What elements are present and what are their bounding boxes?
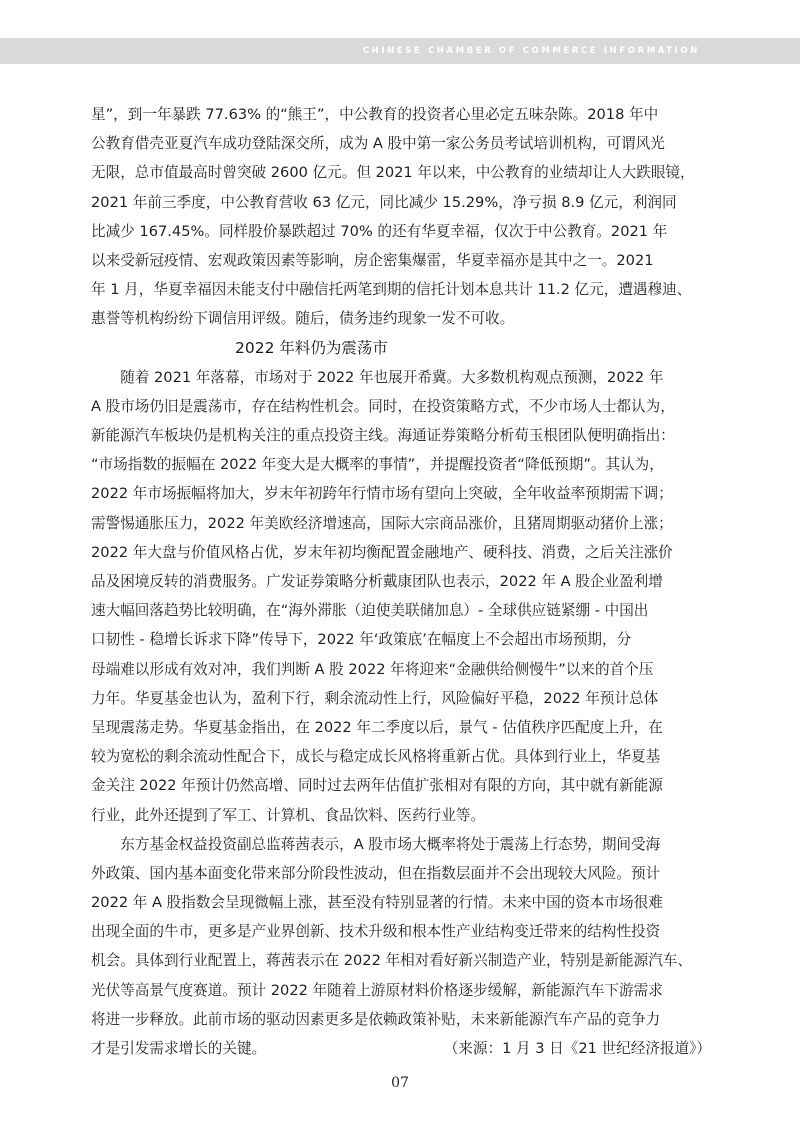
paragraph-line: 金关注 2022 年预计仍然高增、同时过去两年估值扩张相对有限的方向，其中就有新能源 <box>91 777 663 795</box>
paragraph-line: 行业，此外还提到了军工、计算机、食品饮料、医药行业等。 <box>91 806 486 824</box>
paragraph-line: 星”，到一年暴跌 77.63% 的“熊王”，中公教育的投资者心里必定五味杂陈。2018 年中 <box>91 106 659 123</box>
section-heading: 2022 年料仍为震荡市 <box>235 338 388 357</box>
paragraph-line: 以来受新冠疫情、宏观政策因素等影响，房企密集爆雷，华夏幸福亦是其中之一。2021 <box>91 251 654 269</box>
paragraph-line: 随着 2021 年落幕，市场对于 2022 年也展开希冀。大多数机构观点预测，2022 年 <box>91 368 664 386</box>
running-header: CHINESE CHAMBER OF COMMERCE INFORMATION <box>362 46 700 56</box>
paragraph-line: 无限，总市值最高时曾突破 2600 亿元。但 2021 年以来，中公教育的业绩却让人大跌眼镜， <box>91 164 695 182</box>
paragraph-line: 较为宽松的剩余流动性配合下，成长与稳定成长风格将重新占优。具体到行业上，华夏基 <box>91 748 661 766</box>
paragraph-line: 东方基金权益投资副总监蒋茜表示，A 股市场大概率将处于震荡上行态势，期间受海 <box>91 835 661 853</box>
page-number: 07 <box>391 1075 409 1091</box>
paragraph-line: 惠誉等机构纷纷下调信用评级。随后，债务违约现象一发不可收。 <box>91 310 515 328</box>
paragraph-line: 2022 年大盘与价值风格占优，岁末年初均衡配置金融地产、硬科技、消费，之后关注涨价 <box>91 543 673 561</box>
paragraph-line: 公教育借壳亚夏汽车成功登陆深交所，成为 A 股中第一家公务员考试培训机构，可谓风光 <box>91 135 665 153</box>
paragraph-line: 需警惕通胀压力，2022 年美欧经济增速高，国际大宗商品涨价，且猪周期驱动猪价上涨； <box>91 514 673 532</box>
paragraph-line: A 股市场仍旧是震荡市，存在结构性机会。同时，在投资策略方式，不少市场人士都认为， <box>91 397 675 415</box>
paragraph-line: 机会。具体到行业配置上，蒋茜表示在 2022 年相对看好新兴制造产业，特别是新能源汽车、 <box>91 952 692 970</box>
paragraph-line: 年 1 月，华夏幸福因未能支付中融信托两笔到期的信托计划本息共计 11.2 亿元，遭遇穆迪、 <box>91 281 692 299</box>
paragraph-line: 出现全面的牛市，更多是产业界创新、技术升级和根本性产业结构变迁带来的结构性投资 <box>91 923 661 941</box>
paragraph-line: “市场指数的振幅在 2022 年变大是大概率的事情”，并提醒投资者“降低预期”。其认为， <box>91 456 664 474</box>
paragraph-line: 母端难以形成有效对冲，我们判断 A 股 2022 年将迎来“金融供给侧慢牛”以来的首个压 <box>91 660 654 678</box>
paragraph-line: 速大幅回落趋势比较明确，在“海外滞胀（迫使美联储加息）- 全球供应链紧绷 - 中国出 <box>91 602 649 620</box>
article-body <box>91 100 711 1063</box>
paragraph-line: 品及困境反转的消费服务。广发证券策略分析戴康团队也表示，2022 年 A 股企业盈利增 <box>91 573 663 590</box>
paragraph-line: 口韧性 - 稳增长诉求下降”传导下，2022 年‘政策底’在幅度上不会超出市场预期，分 <box>91 631 632 649</box>
paragraph-line: 2021 年前三季度，中公教育营收 63 亿元，同比减少 15.29%，净亏损 8.9 亿元，利润同 <box>91 193 677 211</box>
source-citation: （来源：1 月 3 日《21 世纪经济报道》） <box>443 1040 711 1057</box>
paragraph-line: 外政策、国内基本面变化带来部分阶段性波动，但在指数层面并不会出现较大风险。预计 <box>91 864 661 882</box>
paragraph-line: 将进一步释放。此前市场的驱动因素更多是依赖政策补贴，未来新能源汽车产品的竞争力 <box>91 1010 661 1028</box>
paragraph-line: 2022 年市场振幅将加大，岁末年初跨年行情市场有望向上突破，全年收益率预期需下调； <box>91 485 673 503</box>
paragraph-line: 光伏等高景气度赛道。预计 2022 年随着上游原材料价格逐步缓解，新能源汽车下游需求 <box>91 981 663 999</box>
paragraph-line: 比减少 167.45%。同样股价暴跌超过 70% 的还有华夏幸福，仅次于中公教育。2021 年 <box>91 222 668 240</box>
paragraph-line: 2022 年 A 股指数会呈现微幅上涨，甚至没有特别显著的行情。未来中国的资本市场很难 <box>91 894 663 912</box>
paragraph-line: 力年。华夏基金也认为，盈利下行，剩余流动性上行，风险偏好平稳，2022 年预计总体 <box>91 689 659 707</box>
paragraph-line: 才是引发需求增长的关键。 <box>91 1040 267 1057</box>
paragraph-line: 呈现震荡走势。华夏基金指出，在 2022 年二季度以后，景气 - 估值秩序匹配度上升，在 <box>91 718 663 736</box>
paragraph-line: 新能源汽车板块仍是机构关注的重点投资主线。海通证券策略分析荀玉根团队便明确指出： <box>91 427 675 445</box>
